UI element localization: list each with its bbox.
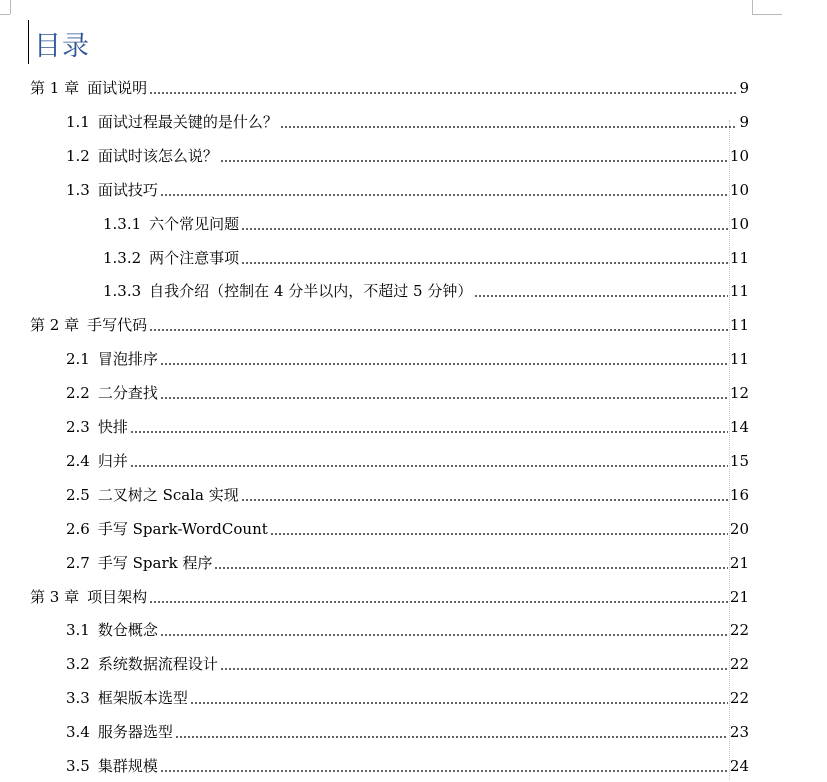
- toc-entry[interactable]: [30, 312, 749, 334]
- toc-dot-leader: [160, 363, 728, 365]
- toc-entry-page: 24: [729, 757, 749, 775]
- toc-entry[interactable]: [103, 278, 749, 300]
- toc-entry-page: 22: [729, 621, 749, 640]
- toc-entry-page: 11: [729, 316, 749, 335]
- toc-entry-page: 11: [729, 248, 749, 267]
- toc-entry[interactable]: [66, 651, 749, 673]
- toc-entry-title: 六个常见问题: [149, 214, 240, 233]
- toc-entry-page: 10: [729, 214, 749, 233]
- toc-entry-title: 面试技巧: [97, 180, 158, 199]
- toc-dot-leader: [220, 160, 728, 162]
- toc-entry-page: 11: [729, 282, 749, 301]
- toc-entry-page: 14: [729, 418, 749, 436]
- toc-entry[interactable]: [66, 516, 749, 538]
- toc-entry-number: 2.5: [66, 485, 90, 504]
- toc-dot-leader: [474, 295, 728, 297]
- toc-dot-leader: [160, 397, 728, 399]
- toc-entry[interactable]: [66, 380, 749, 402]
- toc-dot-leader: [241, 228, 728, 230]
- toc-entry-page: 10: [729, 180, 749, 199]
- toc-entry[interactable]: [30, 584, 749, 606]
- toc-dot-leader: [214, 567, 727, 569]
- toc-entry-number: 2.1: [66, 350, 90, 369]
- toc-dot-leader: [175, 736, 728, 738]
- toc-dot-leader: [149, 92, 737, 94]
- toc-entry-number: 2.7: [66, 553, 90, 572]
- toc-entry-title: 框架版本选型: [97, 689, 188, 708]
- toc-entry[interactable]: [66, 617, 749, 639]
- toc-entry-number: 3.2: [66, 655, 90, 674]
- toc-entry-page: 15: [729, 451, 749, 470]
- toc-dot-leader: [130, 431, 728, 433]
- toc-entry-number: 1.3.3: [103, 282, 142, 301]
- toc-entry-title: 面试时该怎么说？: [97, 146, 218, 165]
- toc-entry-page: 23: [729, 723, 749, 742]
- toc-entry-number: 3.3: [66, 689, 90, 708]
- toc-dot-leader: [149, 329, 728, 331]
- toc-dot-leader: [270, 533, 728, 535]
- toc-entry[interactable]: [66, 109, 749, 131]
- toc-dot-leader: [280, 126, 738, 128]
- toc-entry-number: 1.3: [66, 180, 90, 199]
- toc-dot-leader: [149, 601, 728, 603]
- toc-entry[interactable]: [66, 143, 749, 165]
- toc-entry-page: 21: [729, 587, 749, 606]
- toc-entry-page: 10: [729, 146, 749, 165]
- toc-entry-title: 项目架构: [87, 587, 148, 606]
- toc-dot-leader: [241, 262, 728, 264]
- toc-entry-number: 第 2 章: [30, 316, 80, 335]
- toc-entry-title: 集群规模: [97, 757, 158, 775]
- toc-entry-page: 22: [729, 655, 749, 674]
- toc-entry-page: 9: [739, 79, 749, 97]
- toc-entry-number: 1.3.1: [103, 214, 142, 233]
- toc-entry-title: 手写代码: [87, 316, 148, 335]
- toc-entry-title: 面试过程最关键的是什么？: [97, 112, 278, 131]
- toc-entry-number: 第 1 章: [30, 79, 80, 97]
- toc-entry-title: 服务器选型: [97, 723, 173, 742]
- toc-entry[interactable]: [66, 550, 749, 572]
- toc-dot-leader: [160, 770, 728, 772]
- toc-entry[interactable]: [66, 414, 749, 436]
- toc-dot-leader: [220, 668, 728, 670]
- toc-dot-leader: [130, 465, 728, 467]
- toc-entry-number: 2.4: [66, 451, 90, 470]
- text-cursor: [28, 20, 29, 64]
- toc-entry[interactable]: [66, 753, 749, 775]
- toc-entry-page: 11: [729, 350, 749, 369]
- toc-entry-title: 面试说明: [87, 79, 148, 97]
- toc-entry[interactable]: [66, 685, 749, 707]
- toc-entry[interactable]: [66, 448, 749, 470]
- toc-entry-page: 12: [729, 384, 749, 403]
- toc-entry[interactable]: [66, 482, 749, 504]
- toc-entry-page: 9: [739, 112, 749, 131]
- toc-dot-leader: [241, 499, 728, 501]
- toc-entry-title: 二分查找: [97, 384, 158, 403]
- toc-entry-number: 2.3: [66, 418, 90, 436]
- toc-entry-number: 3.1: [66, 621, 90, 640]
- toc-entry-title: 手写 Spark 程序: [97, 553, 213, 572]
- toc-entry-number: 3.5: [66, 757, 90, 775]
- toc-entry[interactable]: [30, 75, 749, 97]
- toc-entry-number: 3.4: [66, 723, 90, 742]
- toc-entry-title: 两个注意事项: [149, 248, 240, 267]
- toc-entry-title: 数仓概念: [97, 621, 158, 640]
- toc-entry[interactable]: [103, 245, 749, 267]
- toc-entry-number: 1.3.2: [103, 248, 142, 267]
- toc-entry-title: 系统数据流程设计: [97, 655, 218, 674]
- toc-entry-title: 归并: [97, 451, 128, 470]
- toc-entry-number: 2.2: [66, 384, 90, 403]
- toc-entry-number: 第 3 章: [30, 587, 80, 606]
- toc-entry[interactable]: [66, 719, 749, 741]
- toc-entry-title: 自我介绍（控制在 4 分半以内，不超过 5 分钟）: [149, 282, 473, 301]
- toc-entry-title: 手写 Spark-WordCount: [97, 519, 268, 538]
- toc-dot-leader: [160, 194, 728, 196]
- toc-entry-page: 16: [729, 485, 749, 504]
- toc-dot-leader: [190, 702, 728, 704]
- toc-entry-title: 二叉树之 Scala 实现: [97, 485, 239, 504]
- toc-entry-title: 冒泡排序: [97, 350, 158, 369]
- toc-entry-title: 快排: [97, 418, 128, 436]
- toc-entry[interactable]: [66, 346, 749, 368]
- toc-title: 目录: [34, 31, 90, 62]
- toc-entry-number: 1.2: [66, 146, 90, 165]
- toc-entry[interactable]: [66, 177, 749, 199]
- toc-dot-leader: [160, 634, 728, 636]
- toc-entry-page: 22: [729, 689, 749, 708]
- toc-entry-number: 2.6: [66, 519, 90, 538]
- toc-entry-number: 1.1: [66, 112, 90, 131]
- toc-entry[interactable]: [103, 211, 749, 233]
- toc-entry-page: 21: [729, 553, 749, 572]
- toc-entry-page: 20: [729, 519, 749, 538]
